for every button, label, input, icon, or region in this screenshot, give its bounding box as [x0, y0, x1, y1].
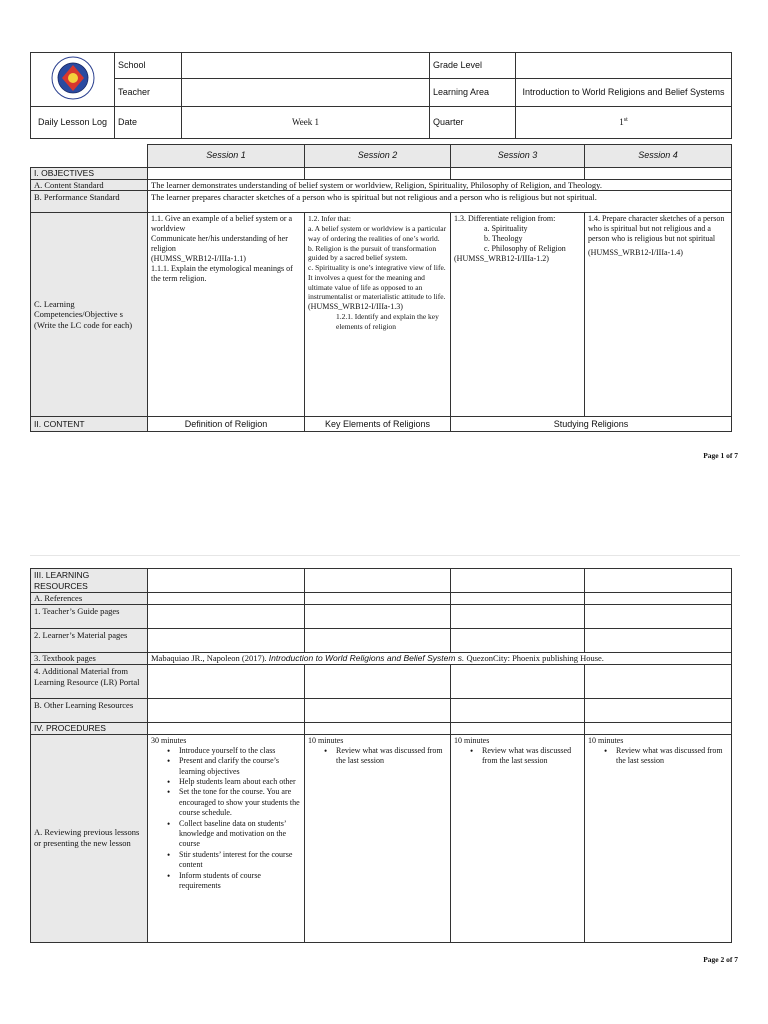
learning-resources-heading: III. LEARNING RESOURCES — [31, 569, 148, 593]
session-2-duration: 10 minutes — [308, 735, 344, 745]
lc-1-4: 1.4. Prepare character sketches of a person who is spiritual but not religious and a person who is religious but not spiritual — [588, 214, 725, 244]
content-session-1: Definition of Religion — [148, 417, 305, 432]
textbook-label: 3. Textbook pages — [31, 652, 148, 664]
performance-standard-text: The learner prepares character sketches of a person who is spiritual but not religious and a person who is religious but not spiritual. — [148, 191, 732, 213]
lc-1-2-c: c. Spirituality is one’s integrative view of life. It involves a quest for the meaning and ultimate value of life as opposed to an instrumentalist or materialistic attitude to life. — [308, 263, 446, 302]
lc-1-3-c: c. Philosophy of Religion — [484, 244, 566, 254]
learning-area-value: Introduction to World Religions and Belief Systems — [516, 79, 732, 107]
or-empty-3 — [451, 698, 585, 722]
session-4-header: Session 4 — [585, 145, 732, 168]
teacher-value — [182, 79, 430, 107]
reviewing-lessons-label: A. Reviewing previous lessons or presenting the new lesson — [31, 734, 148, 942]
date-label: Date — [115, 107, 182, 139]
lc-1-2-code: (HUMSS_WRB12-I/IIIa-1.3) — [308, 302, 403, 311]
header-table — [30, 52, 732, 139]
ref-empty-2 — [305, 593, 451, 605]
session-1-competencies — [148, 213, 305, 417]
lr-empty-2 — [305, 569, 451, 593]
list-item: • Help students learn about each other — [151, 777, 301, 787]
teacher-label: Teacher — [115, 79, 182, 107]
list-item: • Stir students’ interest for the course content — [151, 850, 301, 871]
page-number-2: Page 2 of 7 — [703, 955, 738, 964]
proc-empty-3 — [451, 722, 585, 734]
list-item: • Present and clarify the course’s learning objectives — [151, 756, 301, 777]
content-session-2: Key Elements of Religions — [305, 417, 451, 432]
page-number-1: Page 1 of 7 — [703, 451, 738, 460]
proc-empty-4 — [585, 722, 732, 734]
lr-empty-4 — [585, 569, 732, 593]
proc-empty-2 — [305, 722, 451, 734]
lc-1-1-code: (HUMSS_WRB12-I/IIIa-1.1) — [151, 254, 246, 264]
session-3-competencies — [451, 213, 585, 417]
ref-empty-4 — [585, 593, 732, 605]
school-value — [182, 53, 430, 79]
learners-material-label: 2. Learner’s Material pages — [31, 628, 148, 652]
lm-empty-3 — [451, 628, 585, 652]
am-empty-3 — [451, 664, 585, 698]
or-empty-2 — [305, 698, 451, 722]
session-4-procedure — [585, 734, 732, 942]
performance-standard-label: B. Performance Standard — [31, 191, 148, 213]
deped-seal-icon — [51, 56, 95, 100]
session-4-duration: 10 minutes — [588, 735, 624, 745]
lm-empty-1 — [148, 628, 305, 652]
session-3-steps — [454, 746, 581, 767]
session-4-steps — [588, 746, 728, 767]
or-empty-1 — [148, 698, 305, 722]
tg-empty-4 — [585, 604, 732, 628]
lc-1-3-a: a. Spirituality — [484, 224, 528, 234]
am-empty-4 — [585, 664, 732, 698]
lr-empty-1 — [148, 569, 305, 593]
list-item: • Review what was discussed from the last session — [588, 746, 728, 767]
objectives-empty-2 — [305, 168, 451, 180]
teachers-guide-label: 1. Teacher’s Guide pages — [31, 604, 148, 628]
session-4-competencies — [585, 213, 732, 417]
objectives-heading: I. OBJECTIVES — [31, 168, 148, 180]
session-2-competencies — [305, 213, 451, 417]
list-item: • Collect baseline data on students’ knowledge and motivation on the course — [151, 819, 301, 850]
content-session-3-4: Studying Religions — [451, 417, 732, 432]
session-3-header: Session 3 — [451, 145, 585, 168]
objectives-empty-4 — [585, 168, 732, 180]
quarter-suffix: st — [623, 117, 628, 124]
ref-empty-1 — [148, 593, 305, 605]
session-2-procedure — [305, 734, 451, 942]
session-3-duration: 10 minutes — [454, 735, 490, 745]
lc-1-3-b: b. Theology — [484, 234, 523, 244]
learning-area-label: Learning Area — [430, 79, 516, 107]
tg-empty-2 — [305, 604, 451, 628]
session-2-header: Session 2 — [305, 145, 451, 168]
quarter-value — [516, 107, 732, 139]
lc-1-2-1: 1.2.1. Identify and explain the key elements of religion — [336, 312, 439, 332]
date-value: Week 1 — [182, 107, 430, 139]
lc-1-3: 1.3. Differentiate religion from: — [454, 214, 556, 224]
list-item: • Set the tone for the course. You are encouraged to show your students the course schedule. — [151, 787, 301, 818]
other-resources-label: B. Other Learning Resources — [31, 698, 148, 722]
lc-1-1: 1.1. Give an example of a belief system or a worldview — [151, 214, 293, 234]
lc-1-2-a: a. A belief system or worldview is a particular way of ordering the realities of one’s world. — [308, 224, 447, 243]
list-item: • Review what was discussed from the last session — [454, 746, 581, 767]
content-label: II. CONTENT — [31, 417, 148, 432]
list-item: • Introduce yourself to the class — [151, 746, 301, 756]
textbook-title: Introduction to World Religions and Belief System s. — [268, 652, 465, 663]
lc-1-2: 1.2. Infer that: — [308, 214, 351, 224]
blank-corner — [31, 145, 148, 168]
or-empty-4 — [585, 698, 732, 722]
references-label: A. References — [31, 593, 148, 605]
session-1-duration: 30 minutes — [151, 735, 187, 745]
am-empty-2 — [305, 664, 451, 698]
quarter-number: 1 — [619, 117, 624, 128]
resources-procedures-table — [30, 568, 732, 943]
lc-1-1-communicate: Communicate her/his understanding of her religion — [151, 234, 288, 254]
lc-1-2-b: b. Religion is the pursuit of transformation guided by a sacred belief system. — [308, 243, 437, 263]
page-break-divider — [30, 555, 740, 556]
quarter-label: Quarter — [430, 107, 516, 139]
ref-empty-3 — [451, 593, 585, 605]
objectives-empty-3 — [451, 168, 585, 180]
session-1-procedure — [148, 734, 305, 942]
am-empty-1 — [148, 664, 305, 698]
content-standard-label: A. Content Standard — [31, 179, 148, 191]
deped-seal-cell — [31, 53, 115, 107]
session-1-steps — [151, 746, 301, 891]
additional-materials-label: 4. Additional Material from Learning Resource (LR) Portal — [31, 664, 148, 698]
session-2-steps — [308, 746, 447, 767]
grade-level-label: Grade Level — [430, 53, 516, 79]
textbook-author: Mabaquiao JR., Napoleon (2017). — [151, 652, 269, 663]
lm-empty-4 — [585, 628, 732, 652]
session-3-procedure — [451, 734, 585, 942]
objectives-empty-1 — [148, 168, 305, 180]
lm-empty-2 — [305, 628, 451, 652]
lc-1-1-1: 1.1.1. Explain the etymological meanings of the term religion. — [151, 264, 293, 284]
session-1-header: Session 1 — [148, 145, 305, 168]
grade-level-value — [516, 53, 732, 79]
procedures-heading: IV. PROCEDURES — [31, 722, 148, 734]
textbook-citation — [148, 652, 732, 664]
lr-empty-3 — [451, 569, 585, 593]
proc-empty-1 — [148, 722, 305, 734]
school-label: School — [115, 53, 182, 79]
tg-empty-3 — [451, 604, 585, 628]
daily-lesson-log-title: Daily Lesson Log — [31, 107, 115, 139]
list-item: • Inform students of course requirements — [151, 871, 301, 892]
lc-1-3-code: (HUMSS_WRB12-I/IIIa-1.2) — [454, 254, 549, 264]
content-standard-text: The learner demonstrates understanding of belief system or worldview, Religion, Spirituality, Philosophy of Religion, and Theology. — [148, 179, 732, 191]
objectives-table — [30, 144, 732, 432]
list-item: • Review what was discussed from the last session — [308, 746, 447, 767]
lc-1-4-code: (HUMSS_WRB12-I/IIIa-1.4) — [588, 248, 683, 258]
tg-empty-1 — [148, 604, 305, 628]
learning-competencies-label: C. Learning Competencies/Objective s (Write the LC code for each) — [31, 213, 148, 417]
textbook-publisher: QuezonCity: Phoenix publishing House. — [464, 652, 604, 663]
